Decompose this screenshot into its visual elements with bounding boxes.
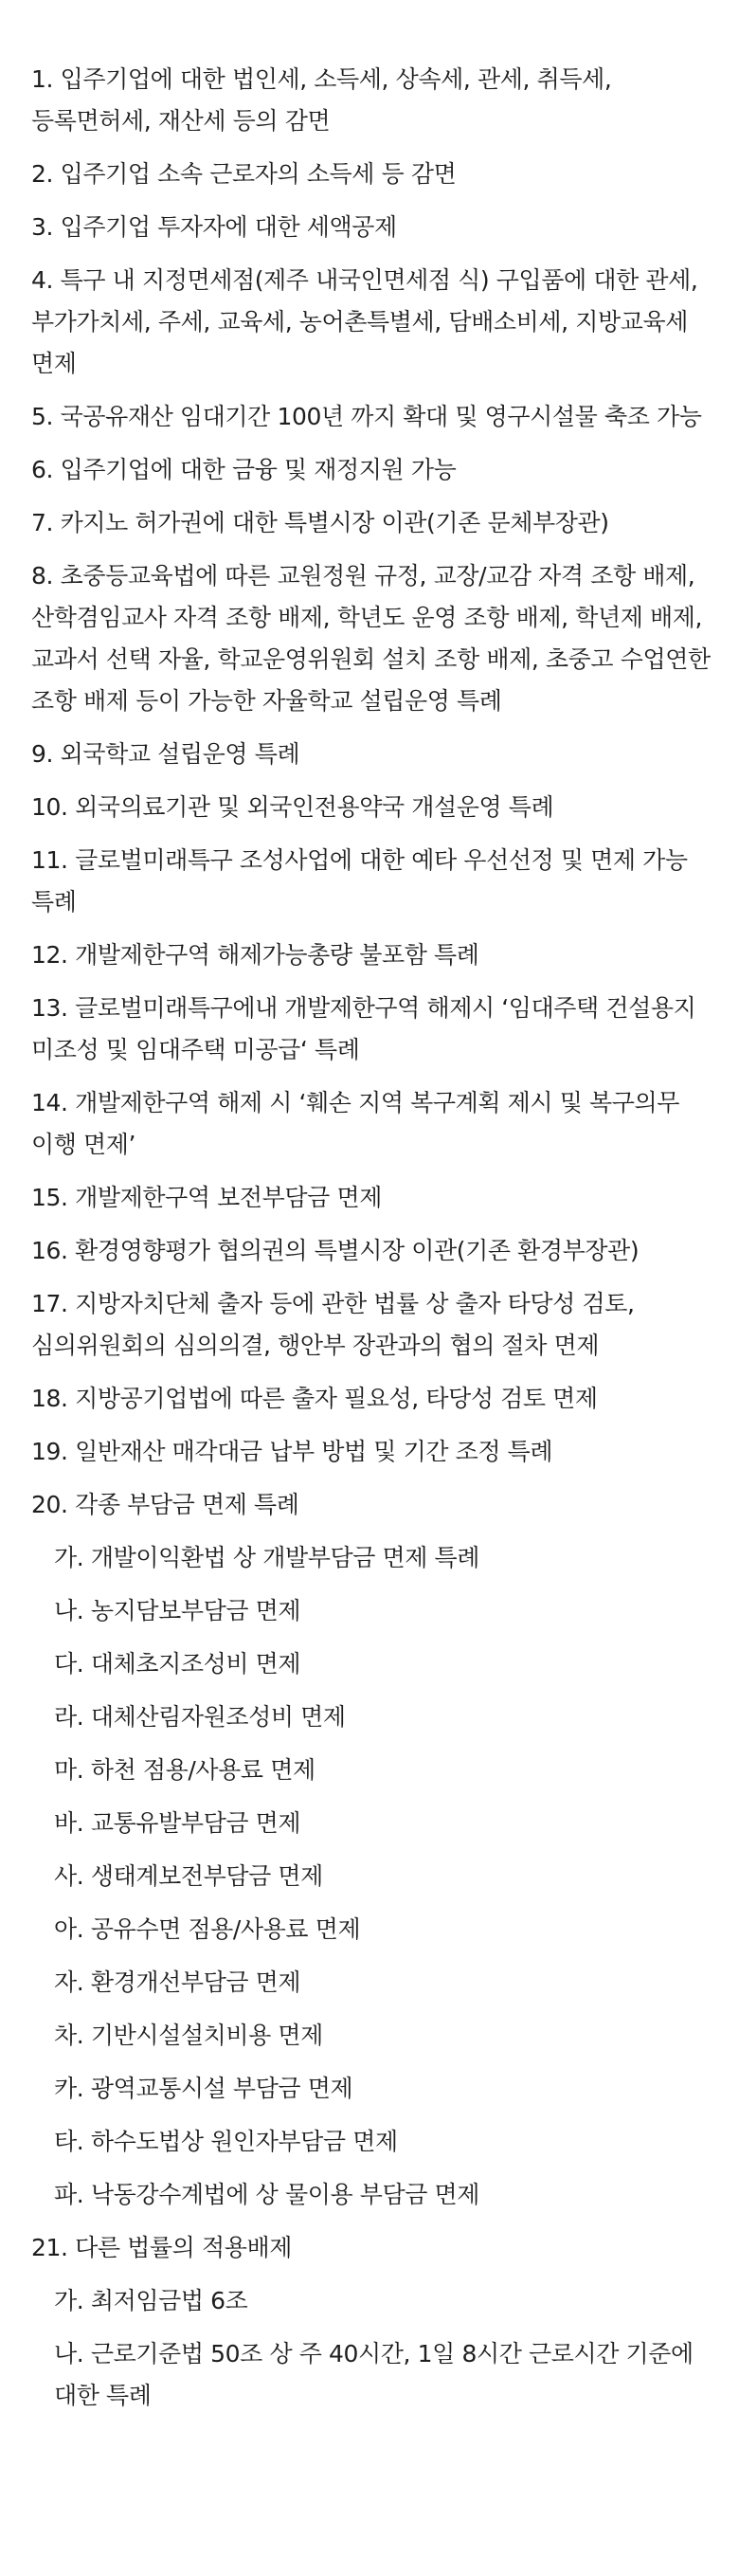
document-body xyxy=(31,59,717,2428)
list-item: 7. 카지노 허가권에 대한 특별시장 이관(기존 문체부장관) xyxy=(31,509,609,536)
list-item: 8. 초중등교육법에 따른 교원정원 규정, 교장/교감 자격 조항 배제, 산학겸임교사 자격 조항 배제, 학년도 운영 조항 배제, 학년제 배제, 교과서 선택 자율, 학교운영위원회 설치 조항 배제, 초중고 수업연한 조항 배제 등이 가능한 자율학교 설립운영 특례 xyxy=(31,562,711,715)
list-item: 6. 입주기업에 대한 금융 및 재정지원 가능 xyxy=(31,456,457,483)
sub-list-item: 차. 기반시설설치비용 면제 xyxy=(54,2022,323,2049)
sub-list-item: 가. 최저임금법 6조 xyxy=(54,2287,248,2314)
sub-list-item: 자. 환경개선부담금 면제 xyxy=(54,1968,301,1996)
list-item: 15. 개발제한구역 보전부담금 면제 xyxy=(31,1184,382,1211)
list-item: 2. 입주기업 소속 근로자의 소득세 등 감면 xyxy=(31,160,457,188)
list-item: 5. 국공유재산 임대기간 100년 까지 확대 및 영구시설물 축조 가능 xyxy=(31,403,702,430)
list-item: 4. 특구 내 지정면세점(제주 내국인면세점 식) 구입품에 대한 관세, 부가가치세, 주세, 교육세, 농어촌특별세, 담배소비세, 지방교육세 면제 xyxy=(31,266,698,377)
sub-list-item: 가. 개발이익환법 상 개발부담금 면제 특례 xyxy=(54,1544,480,1571)
list-item: 17. 지방자치단체 출자 등에 관한 법률 상 출자 타당성 검토, 심의위원회의 심의의결, 행안부 장관과의 협의 절차 면제 xyxy=(31,1290,635,1359)
sub-list-item: 다. 대체초지조성비 면제 xyxy=(54,1650,301,1678)
sub-list-item: 파. 낙동강수계법에 상 물이용 부담금 면제 xyxy=(54,2181,480,2208)
sub-list-item: 라. 대체산림자원조성비 면제 xyxy=(54,1703,346,1731)
sub-list-item: 나. 농지담보부담금 면제 xyxy=(54,1597,301,1624)
list-item: 20. 각종 부담금 면제 특례 xyxy=(31,1491,299,1518)
list-item: 18. 지방공기업법에 따른 출자 필요성, 타당성 검토 면제 xyxy=(31,1385,598,1412)
sub-list-item: 나. 근로기준법 50조 상 주 40시간, 1일 8시간 근로시간 기준에 대한 특례 xyxy=(54,2340,694,2409)
sub-list-item: 마. 하천 점용/사용료 면제 xyxy=(54,1756,315,1784)
sub-list-item: 타. 하수도법상 원인자부담금 면제 xyxy=(54,2128,398,2155)
list-item: 19. 일반재산 매각대금 납부 방법 및 기간 조정 특례 xyxy=(31,1438,553,1465)
list-item: 16. 환경영향평가 협의권의 특별시장 이관(기존 환경부장관) xyxy=(31,1237,640,1264)
sub-list-item: 아. 공유수면 점용/사용료 면제 xyxy=(54,1915,361,1943)
list-item: 11. 글로벌미래특구 조성사업에 대한 예타 우선선정 및 면제 가능 특례 xyxy=(31,846,688,916)
list-item: 14. 개발제한구역 해제 시 ‘훼손 지역 복구계획 제시 및 복구의무 이행 면제’ xyxy=(31,1089,680,1158)
sub-list-item: 카. 광역교통시설 부담금 면제 xyxy=(54,2075,353,2102)
list-item: 3. 입주기업 투자자에 대한 세액공제 xyxy=(31,213,397,241)
list-item: 1. 입주기업에 대한 법인세, 소득세, 상속세, 관세, 취득세, 등록면허세, 재산세 등의 감면 xyxy=(31,65,612,135)
sub-list-item: 바. 교통유발부담금 면제 xyxy=(54,1809,301,1837)
list-item: 9. 외국학교 설립운영 특례 xyxy=(31,740,300,768)
list-item: 13. 글로벌미래특구에내 개발제한구역 해제시 ‘임대주택 건설용지 미조성 및 임대주택 미공급‘ 특례 xyxy=(31,994,696,1063)
list-item: 10. 외국의료기관 및 외국인전용약국 개설운영 특례 xyxy=(31,793,554,821)
sub-list-item: 사. 생태계보전부담금 면제 xyxy=(54,1862,323,1890)
list-item: 21. 다른 법률의 적용배제 xyxy=(31,2234,292,2261)
list-item: 12. 개발제한구역 해제가능총량 불포함 특례 xyxy=(31,941,479,969)
